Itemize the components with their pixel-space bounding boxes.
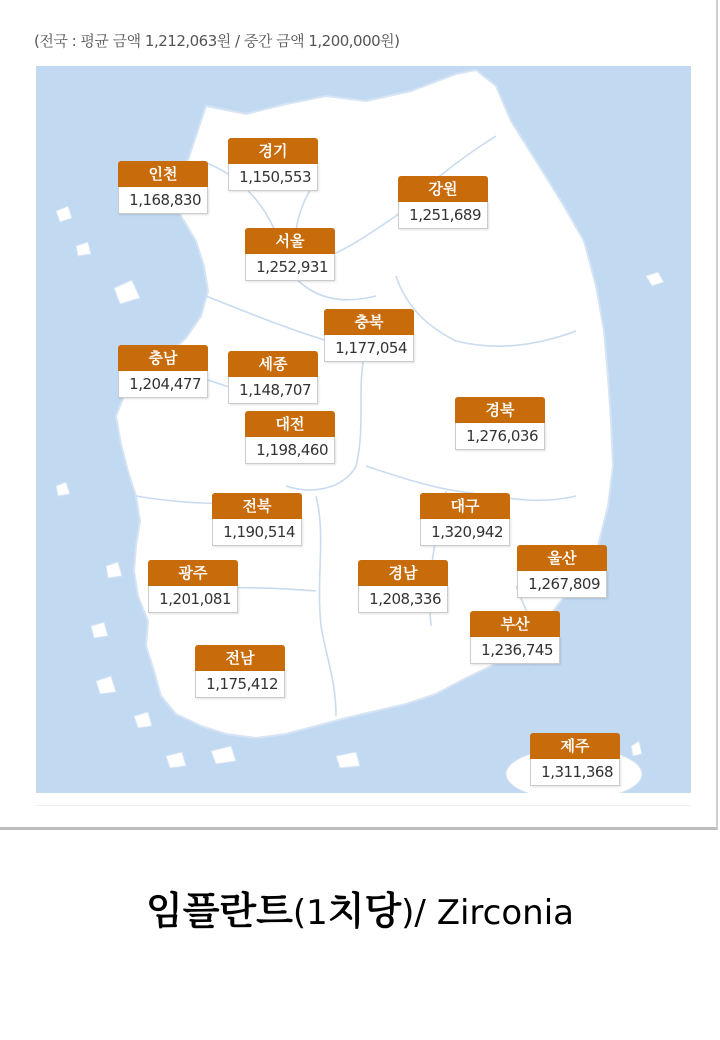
region-price: 1,236,745 [470,637,560,664]
caption-english: Zirconia [425,893,574,933]
region-price: 1,276,036 [455,423,545,450]
region-jeju [530,733,620,786]
region-price: 1,311,368 [530,759,620,786]
region-price: 1,252,931 [245,254,335,281]
region-price: 1,148,707 [228,377,318,404]
region-name: 세종 [228,351,318,377]
region-gyeongbuk [455,397,545,450]
region-price: 1,190,514 [212,519,302,546]
region-price: 1,168,830 [118,187,208,214]
caption-unit: 치당 [327,889,402,933]
region-name: 서울 [245,228,335,254]
caption-paren-close: )/ [401,893,426,933]
region-name: 전북 [212,493,302,519]
region-price: 1,150,553 [228,164,318,191]
region-name: 강원 [398,176,488,202]
region-price: 1,198,460 [245,437,335,464]
region-chungnam [118,345,208,398]
region-name: 인천 [118,161,208,187]
region-name: 대구 [420,493,510,519]
region-ulsan [517,545,607,598]
region-name: 경기 [228,138,318,164]
region-price: 1,208,336 [358,586,448,613]
region-name: 광주 [148,560,238,586]
region-name: 충북 [324,309,414,335]
divider [36,805,691,806]
region-price: 1,320,942 [420,519,510,546]
region-price: 1,267,809 [517,571,607,598]
region-daegu [420,493,510,546]
region-gangwon [398,176,488,229]
region-incheon [118,161,208,214]
region-price: 1,204,477 [118,371,208,398]
region-jeonbuk [212,493,302,546]
region-gyeonggi [228,138,318,191]
caption-paren-open: (1 [292,893,328,933]
region-seoul [245,228,335,281]
region-name: 경북 [455,397,545,423]
region-name: 울산 [517,545,607,571]
region-name: 제주 [530,733,620,759]
region-price: 1,201,081 [148,586,238,613]
region-gyeongnam [358,560,448,613]
region-jeonnam [195,645,285,698]
region-price: 1,175,412 [195,671,285,698]
region-name: 충남 [118,345,208,371]
region-name: 전남 [195,645,285,671]
region-busan [470,611,560,664]
caption [0,880,720,935]
region-chungbuk [324,309,414,362]
caption-korean: 임플란트 [145,889,293,933]
region-name: 부산 [470,611,560,637]
region-gwangju [148,560,238,613]
region-name: 대전 [245,411,335,437]
region-sejong [228,351,318,404]
region-name: 경남 [358,560,448,586]
region-price: 1,177,054 [324,335,414,362]
region-price: 1,251,689 [398,202,488,229]
national-summary: (전국 : 평균 금액 1,212,063원 / 중간 금액 1,200,000원) [34,32,400,50]
region-daejeon [245,411,335,464]
